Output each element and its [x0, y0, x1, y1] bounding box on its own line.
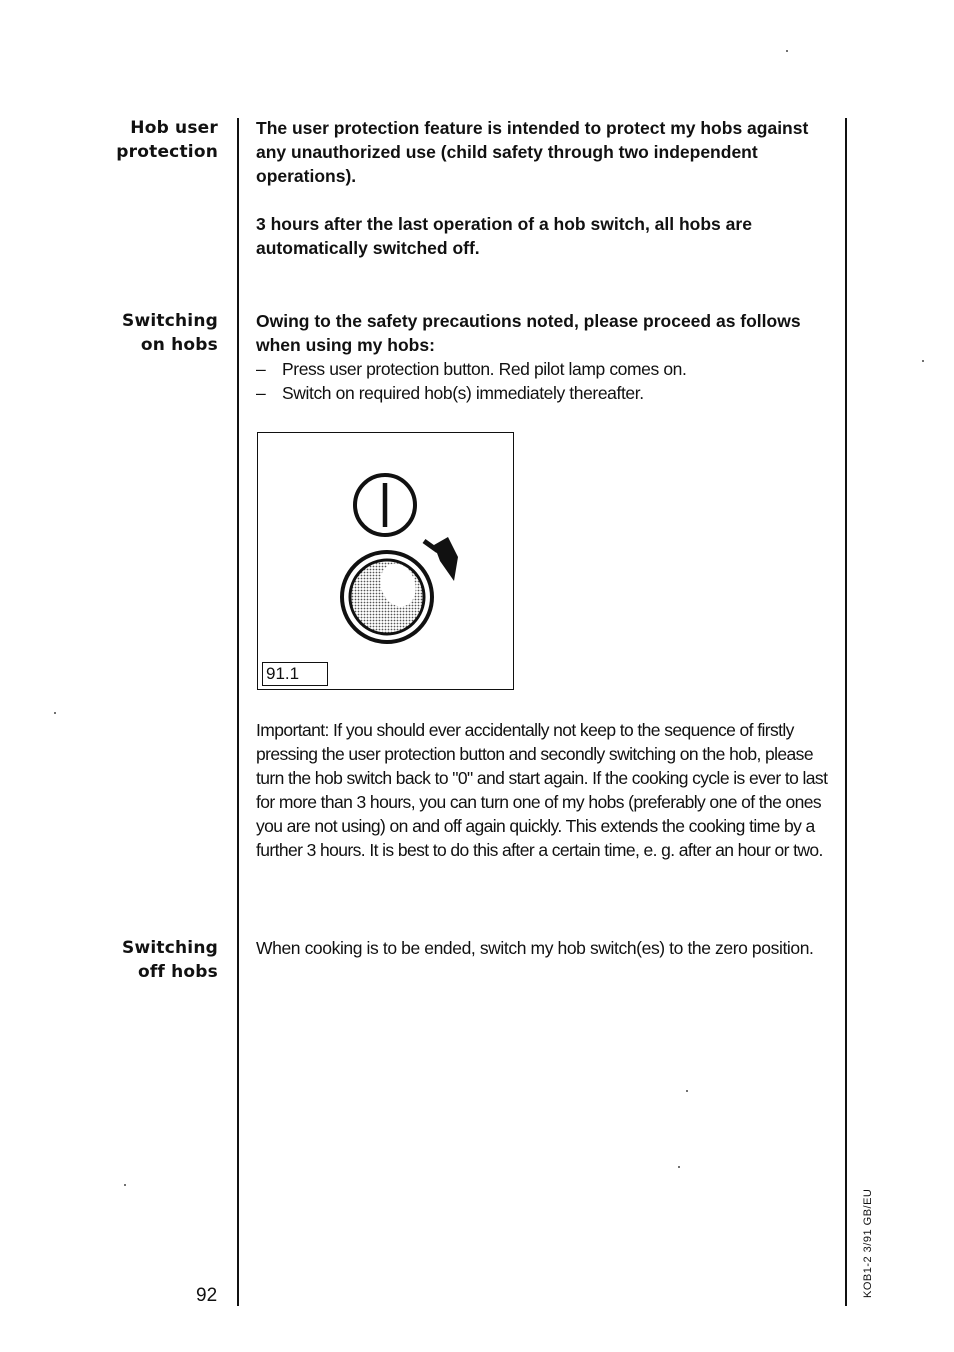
print-speck — [124, 1184, 126, 1186]
heading-hob-user-protection: Hob user protection — [116, 118, 218, 162]
left-column-rule — [237, 118, 239, 1306]
print-speck — [678, 1166, 680, 1168]
print-speck — [686, 1090, 688, 1092]
print-speck — [54, 712, 56, 714]
protection-intro-paragraph: The user protection feature is intended to protect my hobs against any unauthorized use (child safety through two independent operations). — [256, 118, 809, 186]
document-code: KOB1-2 3/91 GB/EU — [862, 1188, 874, 1298]
procedure-intro: Owing to the safety precautions noted, please proceed as follows when using my hobs: — [256, 311, 801, 355]
switching-on-instructions — [256, 309, 832, 405]
print-speck — [922, 360, 924, 362]
step-text: Switch on required hob(s) immediately thereafter. — [282, 383, 644, 403]
print-speck — [786, 50, 788, 52]
switching-off-paragraph: When cooking is to be ended, switch my hob switch(es) to the zero position. — [256, 938, 814, 958]
figure-label: 91.1 — [262, 662, 328, 686]
figure-user-protection-button — [257, 432, 514, 690]
list-item — [256, 381, 832, 405]
step-marker: – — [256, 383, 266, 403]
heading-switching-off-hobs: Switching off hobs — [122, 938, 218, 982]
heading-switching-on-hobs: Switching on hobs — [122, 311, 218, 355]
list-item — [256, 357, 832, 381]
right-margin-rule — [845, 118, 847, 1306]
step-text: Press user protection button. Red pilot lamp comes on. — [282, 359, 687, 379]
page-number: 92 — [196, 1285, 218, 1306]
auto-off-paragraph: 3 hours after the last operation of a hob switch, all hobs are automatically switched off. — [256, 214, 752, 258]
step-marker: – — [256, 359, 266, 379]
important-note: Important: If you should ever accidentally not keep to the sequence of firstly pressing the user protection button and secondly switching on the hob, please turn the hob switch back to "0" and start again. If the cooking cycle is ever to last for more than 3 hours, you can turn one of my hobs (preferably one of the ones you are not using) on and off again quickly. This extends the cooking time by a further 3 hours. It is best to do this after a certain time, e. g. after an hour or two. — [256, 720, 828, 860]
power-symbol-icon — [258, 433, 514, 689]
